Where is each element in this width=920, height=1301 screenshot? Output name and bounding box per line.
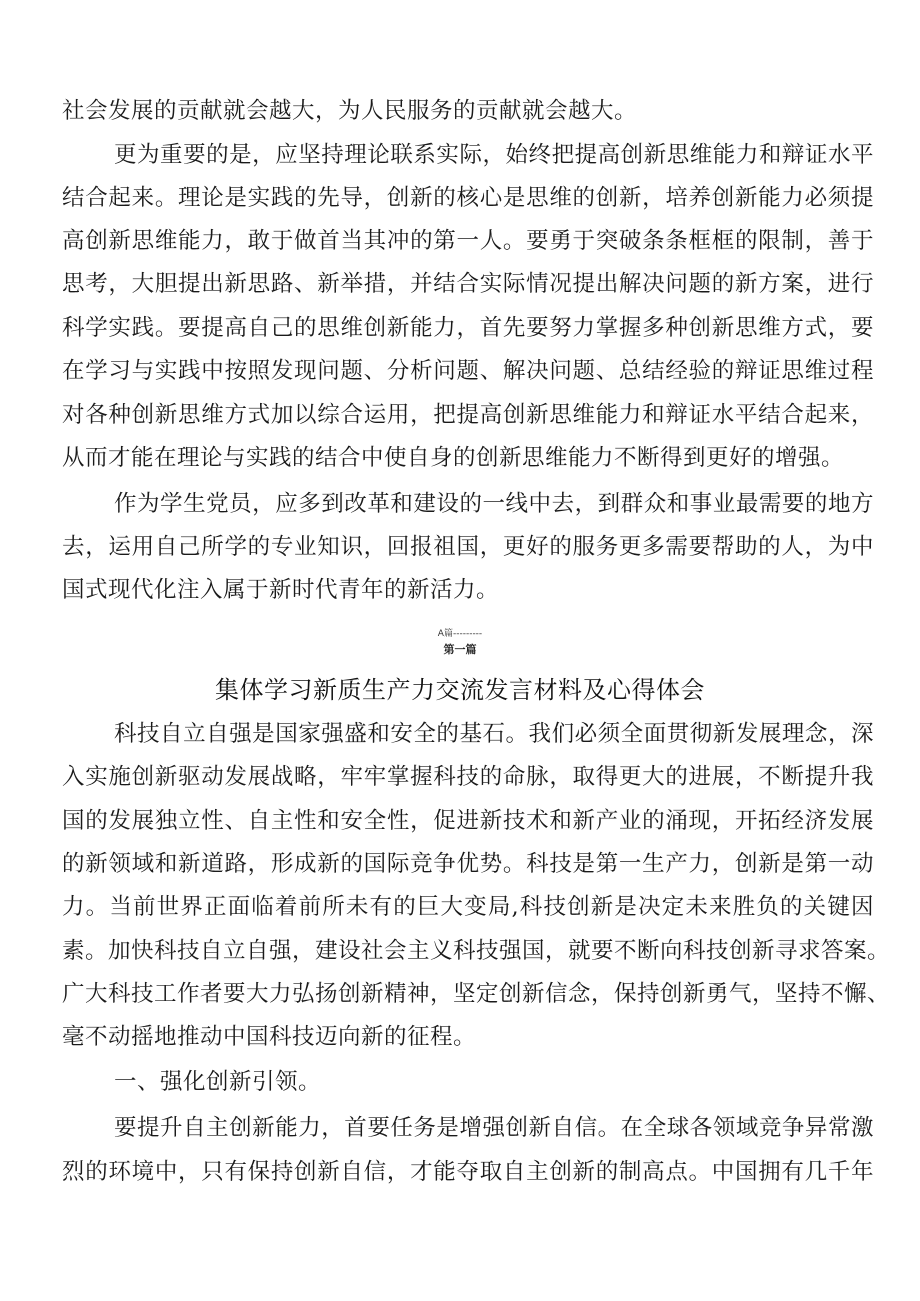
paragraph-line: 国式现代化注入属于新时代青年的新活力。 [62,577,500,603]
paragraph-line: 去，运用自己所学的专业知识，回报祖国，更好的服务更多需要帮助的人，为中 [62,534,874,560]
paragraph-line: 广大科技工作者要大力弘扬创新精神，坚定创新信念，保持创新勇气，坚持不懈、 [62,981,891,1007]
paragraph-line: 对各种创新思维方式加以综合运用，把提高创新思维能力和辩证水平结合起来， [62,402,874,428]
paragraph-line: 从而才能在理论与实践的结合中使自身的创新思维能力不断得到更好的增强。 [62,445,845,471]
paragraph-line: 毫不动摇地推动中国科技迈向新的征程。 [62,1024,477,1050]
paragraph-line: 更为重要的是，应坚持理论联系实际，始终把提高创新思维能力和辩证水平 [114,142,874,168]
paragraph-line: 科技自立自强是国家强盛和安全的基石。我们必须全面贯彻新发展理念，深 [114,721,874,747]
paragraph-line: 力。当前世界正面临着前所未有的巨大变局,科技创新是决定未来胜负的关键因 [62,894,874,920]
paragraph-line: 社会发展的贡献就会越大，为人民服务的贡献就会越大。 [62,98,638,124]
paragraph-line: 作为学生党员，应多到改革和建设的一线中去，到群众和事业最需要的地方 [114,491,874,517]
paragraph-line: 烈的环境中，只有保持创新自信，才能夺取自主创新的制高点。中国拥有几千年 [62,1159,874,1185]
section-heading: 一、强化创新引领。 [114,1069,322,1095]
paragraph-line: 入实施创新驱动发展战略，牢牢掌握科技的命脉，取得更大的进展，不断提升我 [62,764,874,790]
paragraph-line: 在学习与实践中按照发现问题、分析问题、解决问题、总结经验的辩证思维过程 [62,358,874,384]
paragraph-line: 国的发展独立性、自主性和安全性，促进新技术和新产业的涌现，开拓经济发展 [62,808,874,834]
paragraph-line: 高创新思维能力，敢于做首当其冲的第一人。要勇于突破条条框框的限制，善于 [62,228,874,254]
paragraph-line: 要提升自主创新能力，首要任务是增强创新自信。在全球各领域竞争异常激 [114,1115,874,1141]
paragraph-line: 的新领域和新道路，形成新的国际竞争优势。科技是第一生产力，创新是第一动 [62,851,874,877]
section-separator-marker: A篇--------- [437,629,483,639]
paragraph-line: 素。加快科技自立自强，建设社会主义科技强国，就要不断向科技创新寻求答案。 [62,938,891,964]
article-title: 集体学习新质生产力交流发言材料及心得体会 [215,676,705,704]
paragraph-line: 结合起来。理论是实践的先导，创新的核心是思维的创新，培养创新能力必须提 [62,185,874,211]
paragraph-line: 思考，大胆提出新思路、新举措，并结合实际情况提出解决问题的新方案，进行 [62,271,874,297]
paragraph-line: 科学实践。要提高自己的思维创新能力，首先要努力掌握多种创新思维方式，要 [62,315,874,341]
section-label: 第一篇 [443,643,477,656]
